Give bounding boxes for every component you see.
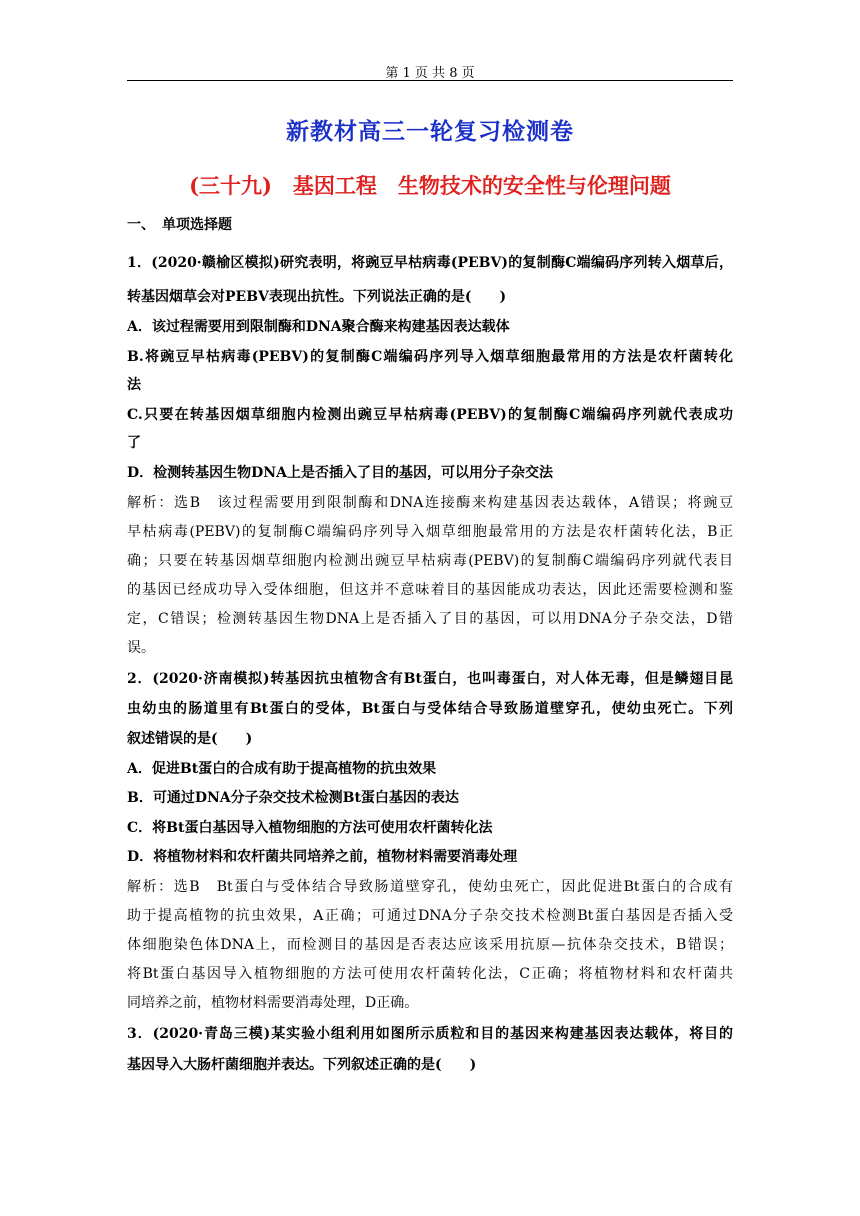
question-1-analysis-line: 误。 — [127, 640, 155, 656]
question-1-option-a: A．该过程需要用到限制酶和DNA聚合酶来构建基因表达载体 — [127, 319, 510, 335]
question-1-analysis-line: 确；只要在转基因烟草细胞内检测出豌豆早枯病毒(PEBV)的复制酶C端编码序列就代表目 — [127, 553, 733, 569]
document-subtitle: (三十九) 基因工程 生物技术的安全性与伦理问题 — [189, 173, 671, 198]
question-1-stem-line-2: 转基因烟草会对PEBV表现出抗性。下列说法正确的是( ) — [127, 289, 507, 305]
document-title: 新教材高三一轮复习检测卷 — [286, 118, 574, 145]
question-2-option-d: D．将植物材料和农杆菌共同培养之前，植物材料需要消毒处理 — [127, 849, 518, 865]
question-3-stem-line: 基因导入大肠杆菌细胞并表达。下列叙述正确的是( ) — [127, 1057, 477, 1073]
question-2-stem-line: 虫幼虫的肠道里有Bt蛋白的受体，Bt蛋白与受体结合导致肠道壁穿孔，使幼虫死亡。下列 — [127, 701, 733, 717]
section-heading: 一、 单项选择题 — [127, 217, 232, 233]
question-1-analysis-line: 定，C错误；检测转基因生物DNA上是否插入了目的基因，可以用DNA分子杂交法，D错 — [127, 611, 733, 627]
header-rule — [127, 80, 733, 81]
question-1-stem-line-1: 1．(2020·赣榆区模拟)研究表明，将豌豆早枯病毒(PEBV)的复制酶C端编码序列转入烟草后， — [127, 255, 733, 271]
question-2-stem-line: 2．(2020·济南模拟)转基因抗虫植物含有Bt蛋白，也叫毒蛋白，对人体无毒，但是鳞翅目昆 — [127, 671, 733, 687]
question-2-option-b: B．可通过DNA分子杂交技术检测Bt蛋白基因的表达 — [127, 790, 459, 806]
question-1-analysis-line: 早枯病毒(PEBV)的复制酶C端编码序列导入烟草细胞最常用的方法是农杆菌转化法，B正 — [127, 524, 733, 540]
question-1-option-b-line-2: 法 — [127, 377, 141, 393]
question-1-analysis-line: 解析：选B 该过程需要用到限制酶和DNA连接酶来构建基因表达载体，A错误；将豌豆 — [127, 495, 733, 511]
question-2-analysis-line: 体细胞染色体DNA上，而检测目的基因是否表达应该采用抗原—抗体杂交技术，B错误； — [127, 937, 733, 953]
question-1-analysis-line: 的基因已经成功导入受体细胞，但这并不意味着目的基因能成功表达，因此还需要检测和鉴 — [127, 582, 733, 598]
question-2-analysis-line: 解析：选B Bt蛋白与受体结合导致肠道壁穿孔，使幼虫死亡，因此促进Bt蛋白的合成有 — [127, 879, 733, 895]
page-header: 第 1 页 共 8 页 — [385, 66, 475, 81]
question-2-option-c: C．将Bt蛋白基因导入植物细胞的方法可使用农杆菌转化法 — [127, 820, 493, 836]
question-1-option-c-line-1: C.只要在转基因烟草细胞内检测出豌豆早枯病毒(PEBV)的复制酶C端编码序列就代表成功 — [127, 407, 733, 423]
question-3-stem-line: 3．(2020·青岛三模)某实验小组利用如图所示质粒和目的基因来构建基因表达载体，将目的 — [127, 1026, 733, 1042]
question-2-stem-line: 叙述错误的是( ) — [127, 731, 253, 747]
question-2-option-a: A．促进Bt蛋白的合成有助于提高植物的抗虫效果 — [127, 761, 437, 777]
question-2-analysis-line: 同培养之前，植物材料需要消毒处理，D正确。 — [127, 995, 419, 1011]
question-2-analysis-line: 将Bt蛋白基因导入植物细胞的方法可使用农杆菌转化法，C正确；将植物材料和农杆菌共 — [127, 966, 733, 982]
question-2-analysis-line: 助于提高植物的抗虫效果，A正确；可通过DNA分子杂交技术检测Bt蛋白基因是否插入受 — [127, 908, 733, 924]
question-1-option-c-line-2: 了 — [127, 435, 141, 451]
question-1-option-b-line-1: B.将豌豆早枯病毒(PEBV)的复制酶C端编码序列导入烟草细胞最常用的方法是农杆菌转化 — [127, 349, 733, 365]
question-1-option-d: D．检测转基因生物DNA上是否插入了目的基因，可以用分子杂交法 — [127, 465, 553, 481]
